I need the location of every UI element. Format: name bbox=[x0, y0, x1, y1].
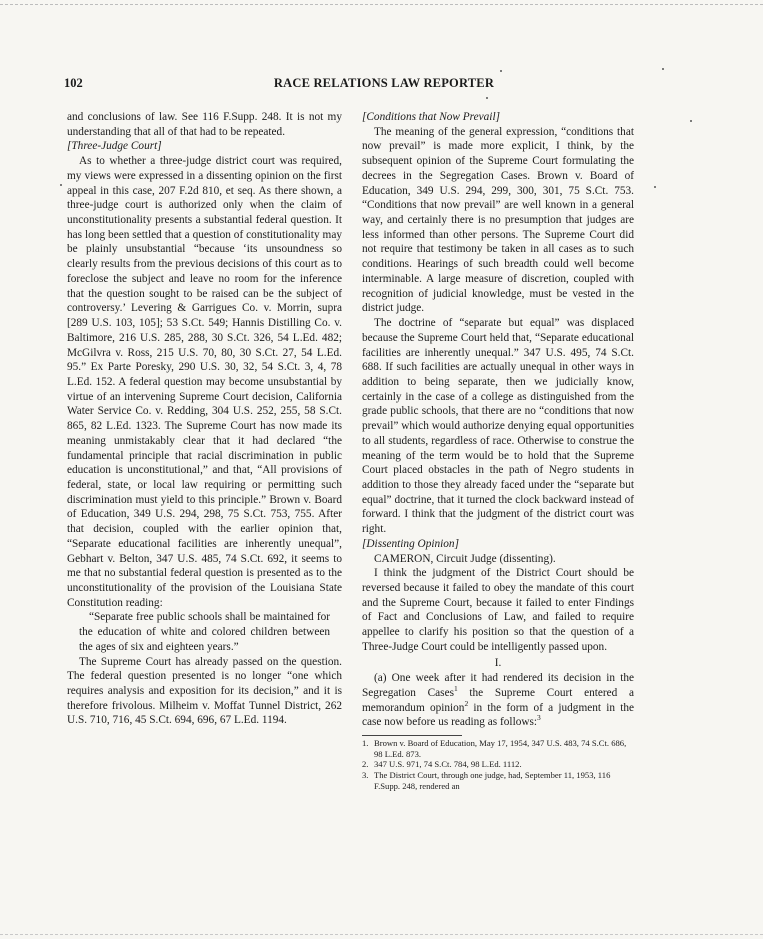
text-run: in the form of a judgment in the case now before us reading as follows: bbox=[362, 701, 635, 729]
page-header bbox=[64, 76, 699, 92]
footnote-number: 1. bbox=[362, 738, 369, 749]
left-column bbox=[67, 110, 342, 728]
paragraph: The doctrine of “separate but equal” was displaced because the Supreme Court held that, “Separate educational facilities are inherently unequal.” 347 U.S. 495, 74 S.Ct. 688. If such facilities are actually unequal in other ways in addition to being separate, then we judicially know, certainly in the case of a college as distinguished from the grade public schools, that there are no “conditions that now prevail” which would authorize denying equal opportunities to all students, regardless of race. Otherwise to construe the meaning of the term would be to hold that the Supreme Court placed obstacles in the path of Negro students in addition to those they already faced under the “separate but equal” doctrine, that it turned the clock backward instead of forward. I think that the judgment of the district court was right. bbox=[362, 317, 634, 536]
paragraph: I think the judgment of the District Court should be reversed because it failed to obey the mandate of this court and the Supreme Court, because it failed to enter Findings of Fact and Conclusions of Law, and failed to require appellee to clarify his position so that the question of a Three-Judge Court could be intelligently passed upon. bbox=[362, 567, 634, 653]
block-quote: “Separate free public schools shall be maintained for the education of white and colored children between the ages of six and eighteen years.” bbox=[79, 611, 330, 653]
roman-numeral-heading: I. bbox=[494, 656, 502, 669]
scan-speck bbox=[654, 186, 656, 188]
paragraph: The Supreme Court has already passed on the question. The federal question presented is no longer “one which requires analysis and exposition for its decision,” and it is therefore frivolous. Milheim v. Moffat Tunnel District, 262 U.S. 710, 716, 45 S.Ct. 694, 696, 67 L.Ed. 1194. bbox=[67, 655, 342, 727]
paragraph: and conclusions of law. See 116 F.Supp. 248. It is not my understanding that all of that had to be repeated. bbox=[67, 111, 342, 138]
footnote-number: 2. bbox=[362, 759, 369, 770]
footnote-text: Brown v. Board of Education, May 17, 1954, 347 U.S. 483, 74 S.Ct. 686, 98 L.Ed. 873. bbox=[374, 738, 627, 759]
text-run: (a) One week after it had rendered its decision in the Segregation Cases bbox=[362, 672, 634, 700]
footnote-text: 347 U.S. 971, 74 S.Ct. 784, 98 L.Ed. 1112. bbox=[374, 759, 522, 770]
text-run: the Supreme Court entered a memorandum opinion bbox=[362, 687, 634, 714]
footnote-ref-1: 1 bbox=[453, 684, 458, 694]
footnote bbox=[362, 759, 634, 770]
paragraph: The meaning of the general expression, “conditions that now prevail” is made more explicit, I think, by the subsequent opinion of the Supreme Court formulating the decrees in the Segregation Cases. Brown v. Board of Education, 349 U.S. 294, 299, 300, 301, 75 S.Ct. 753. “Conditions that now prevail” are well known in a general way, and certainly there is no presumption that judges are less informed than other persons. The Supreme Court did not require that testimony be taken in all cases as to such conditions. Hearings of such breadth could well become interminable. A large measure of discretion, coupled with recognition of judicial knowledge, must be vested in the district judge. bbox=[362, 125, 634, 315]
scan-speck bbox=[60, 184, 62, 186]
scan-speck bbox=[486, 97, 488, 99]
page-number: 102 bbox=[64, 76, 83, 90]
running-title: RACE RELATIONS LAW REPORTER bbox=[273, 76, 495, 90]
section-heading-conditions: [Conditions that Now Prevail] bbox=[362, 111, 500, 123]
scan-speck bbox=[662, 68, 664, 70]
footnote-ref-3: 3 bbox=[537, 713, 541, 723]
scan-speck bbox=[690, 120, 692, 122]
section-heading-three-judge-court: [Three-Judge Court] bbox=[67, 140, 162, 153]
footnote-ref-2: 2 bbox=[464, 698, 469, 708]
footnote bbox=[362, 738, 634, 759]
footnote-text: The District Court, through one judge, had, September 11, 1953, 116 F.Supp. 248, rendered an bbox=[374, 769, 611, 791]
footnote-list bbox=[362, 738, 634, 791]
footnote-rule bbox=[362, 735, 462, 736]
paragraph: As to whether a three-judge district court was required, my views were expressed in a dissenting opinion on the first appeal in this case, 207 F.2d 810, et seq. As there shown, a three-judge court is authorized only when the claim of unconstitutionality presents a substantial federal question. It has long been settled that a question of constitutionality may be plainly unsubstantial “because ‘its unsoundness so clearly results from the previous decisions of this court as to foreclose the subject and leave no room for the inference that the question sought to be raised can be the subject of controversy.’ Levering & Garrigues Co. v. Morrin, supra [289 U.S. 103, 105]; 53 S.Ct. 549; Hannis Distilling Co. v. Baltimore, 216 U.S. 285, 288, 30 S.Ct. 326, 54 L.Ed. 482; McGilvra v. Ross, 215 U.S. 70, 80, 30 S.Ct. 27, 54 L.Ed. 95.” Ex Parte Poresky, 290 U.S. 30, 32, 54 S.Ct. 3, 4, 78 L.Ed. 152. A federal question may become unsubstantial by virtue of an intervening Supreme Court decision, California Water Service Co. v. Redding, 304 U.S. 252, 255, 58 S.Ct. 865, 82 L.Ed. 1323. The Supreme Court has now made its meaning unmistakably clear that it had declared “the fundamental principle that racial discrimination in public education is unconstitutional,” and that, “All provisions of federal, state, or local law requiring or permitting such discrimination must yield to this principle.” Brown v. Board of Education, 349 U.S. 294, 298, 75 S.Ct. 753, 755. After that decision, coupled with the earlier opinion that, “Separate educational facilities are inherently unequal”, Gebhart v. Belton, 347 U.S. 485, 74 S.Ct. 692, it seems to me that no substantial federal question is presented as to the unconstitutionality of the provision of the Louisiana State Constitution reading: bbox=[67, 155, 342, 609]
section-heading-dissenting-opinion: [Dissenting Opinion] bbox=[362, 537, 459, 550]
scan-speck bbox=[500, 70, 502, 72]
footnote-number: 3. bbox=[362, 769, 369, 780]
paragraph-with-footnote-refs bbox=[362, 671, 634, 730]
top-page-edge bbox=[0, 4, 763, 5]
right-column bbox=[362, 110, 634, 791]
paragraph-author-line: CAMERON, Circuit Judge (dissenting). bbox=[374, 552, 556, 565]
bottom-page-edge bbox=[0, 934, 763, 935]
footnote bbox=[362, 770, 634, 791]
